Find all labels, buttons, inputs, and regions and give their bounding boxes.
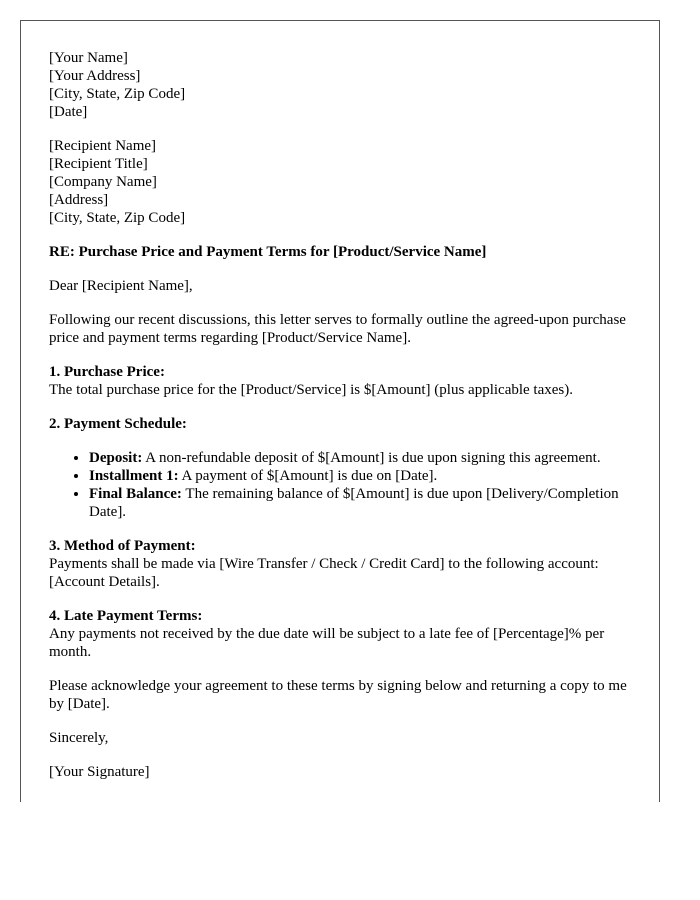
intro-paragraph: Following our recent discussions, this letter serves to formally outline the agreed-upon purchase price and payment terms regarding [Product/Service Name]. xyxy=(49,312,626,346)
list-item-text: A non-refundable deposit of $[Amount] is due upon signing this agreement. xyxy=(142,450,601,466)
list-item xyxy=(89,485,639,521)
list-item-text: The remaining balance of $[Amount] is due upon [Delivery/Completion Date]. xyxy=(89,486,619,520)
list-item xyxy=(89,449,639,467)
subject-line: RE: Purchase Price and Payment Terms for [Product/Service Name] xyxy=(49,244,487,260)
closing: Sincerely, xyxy=(49,730,109,746)
recipient-company: [Company Name] xyxy=(49,174,157,190)
list-item-label: Final Balance: xyxy=(89,486,182,502)
recipient-block xyxy=(49,137,639,227)
section-title: 2. Payment Schedule: xyxy=(49,416,187,432)
payment-schedule-list xyxy=(49,449,639,521)
recipient-name: [Recipient Name] xyxy=(49,138,157,154)
section-title: 1. Purchase Price: xyxy=(49,364,165,380)
list-item-label: Deposit: xyxy=(89,450,143,466)
list-item-label: Installment 1: xyxy=(89,468,179,484)
section-body: Any payments not received by the due date will be subject to a late fee of [Percentage]% per month. xyxy=(49,626,605,660)
section-title: 3. Method of Payment: xyxy=(49,538,196,554)
recipient-city-state-zip: [City, State, Zip Code] xyxy=(49,210,186,226)
section-title: 4. Late Payment Terms: xyxy=(49,608,203,624)
sender-city-state-zip: [City, State, Zip Code] xyxy=(49,86,186,102)
section-purchase-price xyxy=(49,363,639,399)
sender-block xyxy=(49,49,639,121)
section-method-of-payment xyxy=(49,537,639,591)
list-item-text: A payment of $[Amount] is due on [Date]. xyxy=(178,468,438,484)
section-body: Payments shall be made via [Wire Transfer / Check / Credit Card] to the following account: [Account Details]. xyxy=(49,556,599,590)
section-payment-schedule xyxy=(49,415,639,521)
section-late-payment xyxy=(49,607,639,661)
list-item xyxy=(89,467,639,485)
closing-request: Please acknowledge your agreement to these terms by signing below and returning a copy to me by [Date]. xyxy=(49,678,627,712)
sender-name: [Your Name] xyxy=(49,50,128,66)
signature: [Your Signature] xyxy=(49,764,150,780)
recipient-address: [Address] xyxy=(49,192,109,208)
letter-page xyxy=(20,20,660,802)
salutation: Dear [Recipient Name], xyxy=(49,278,193,294)
sender-address: [Your Address] xyxy=(49,68,141,84)
section-body: The total purchase price for the [Product/Service] is $[Amount] (plus applicable taxes). xyxy=(49,382,573,398)
letter-content xyxy=(49,49,639,797)
sender-date: [Date] xyxy=(49,104,88,120)
recipient-title: [Recipient Title] xyxy=(49,156,148,172)
